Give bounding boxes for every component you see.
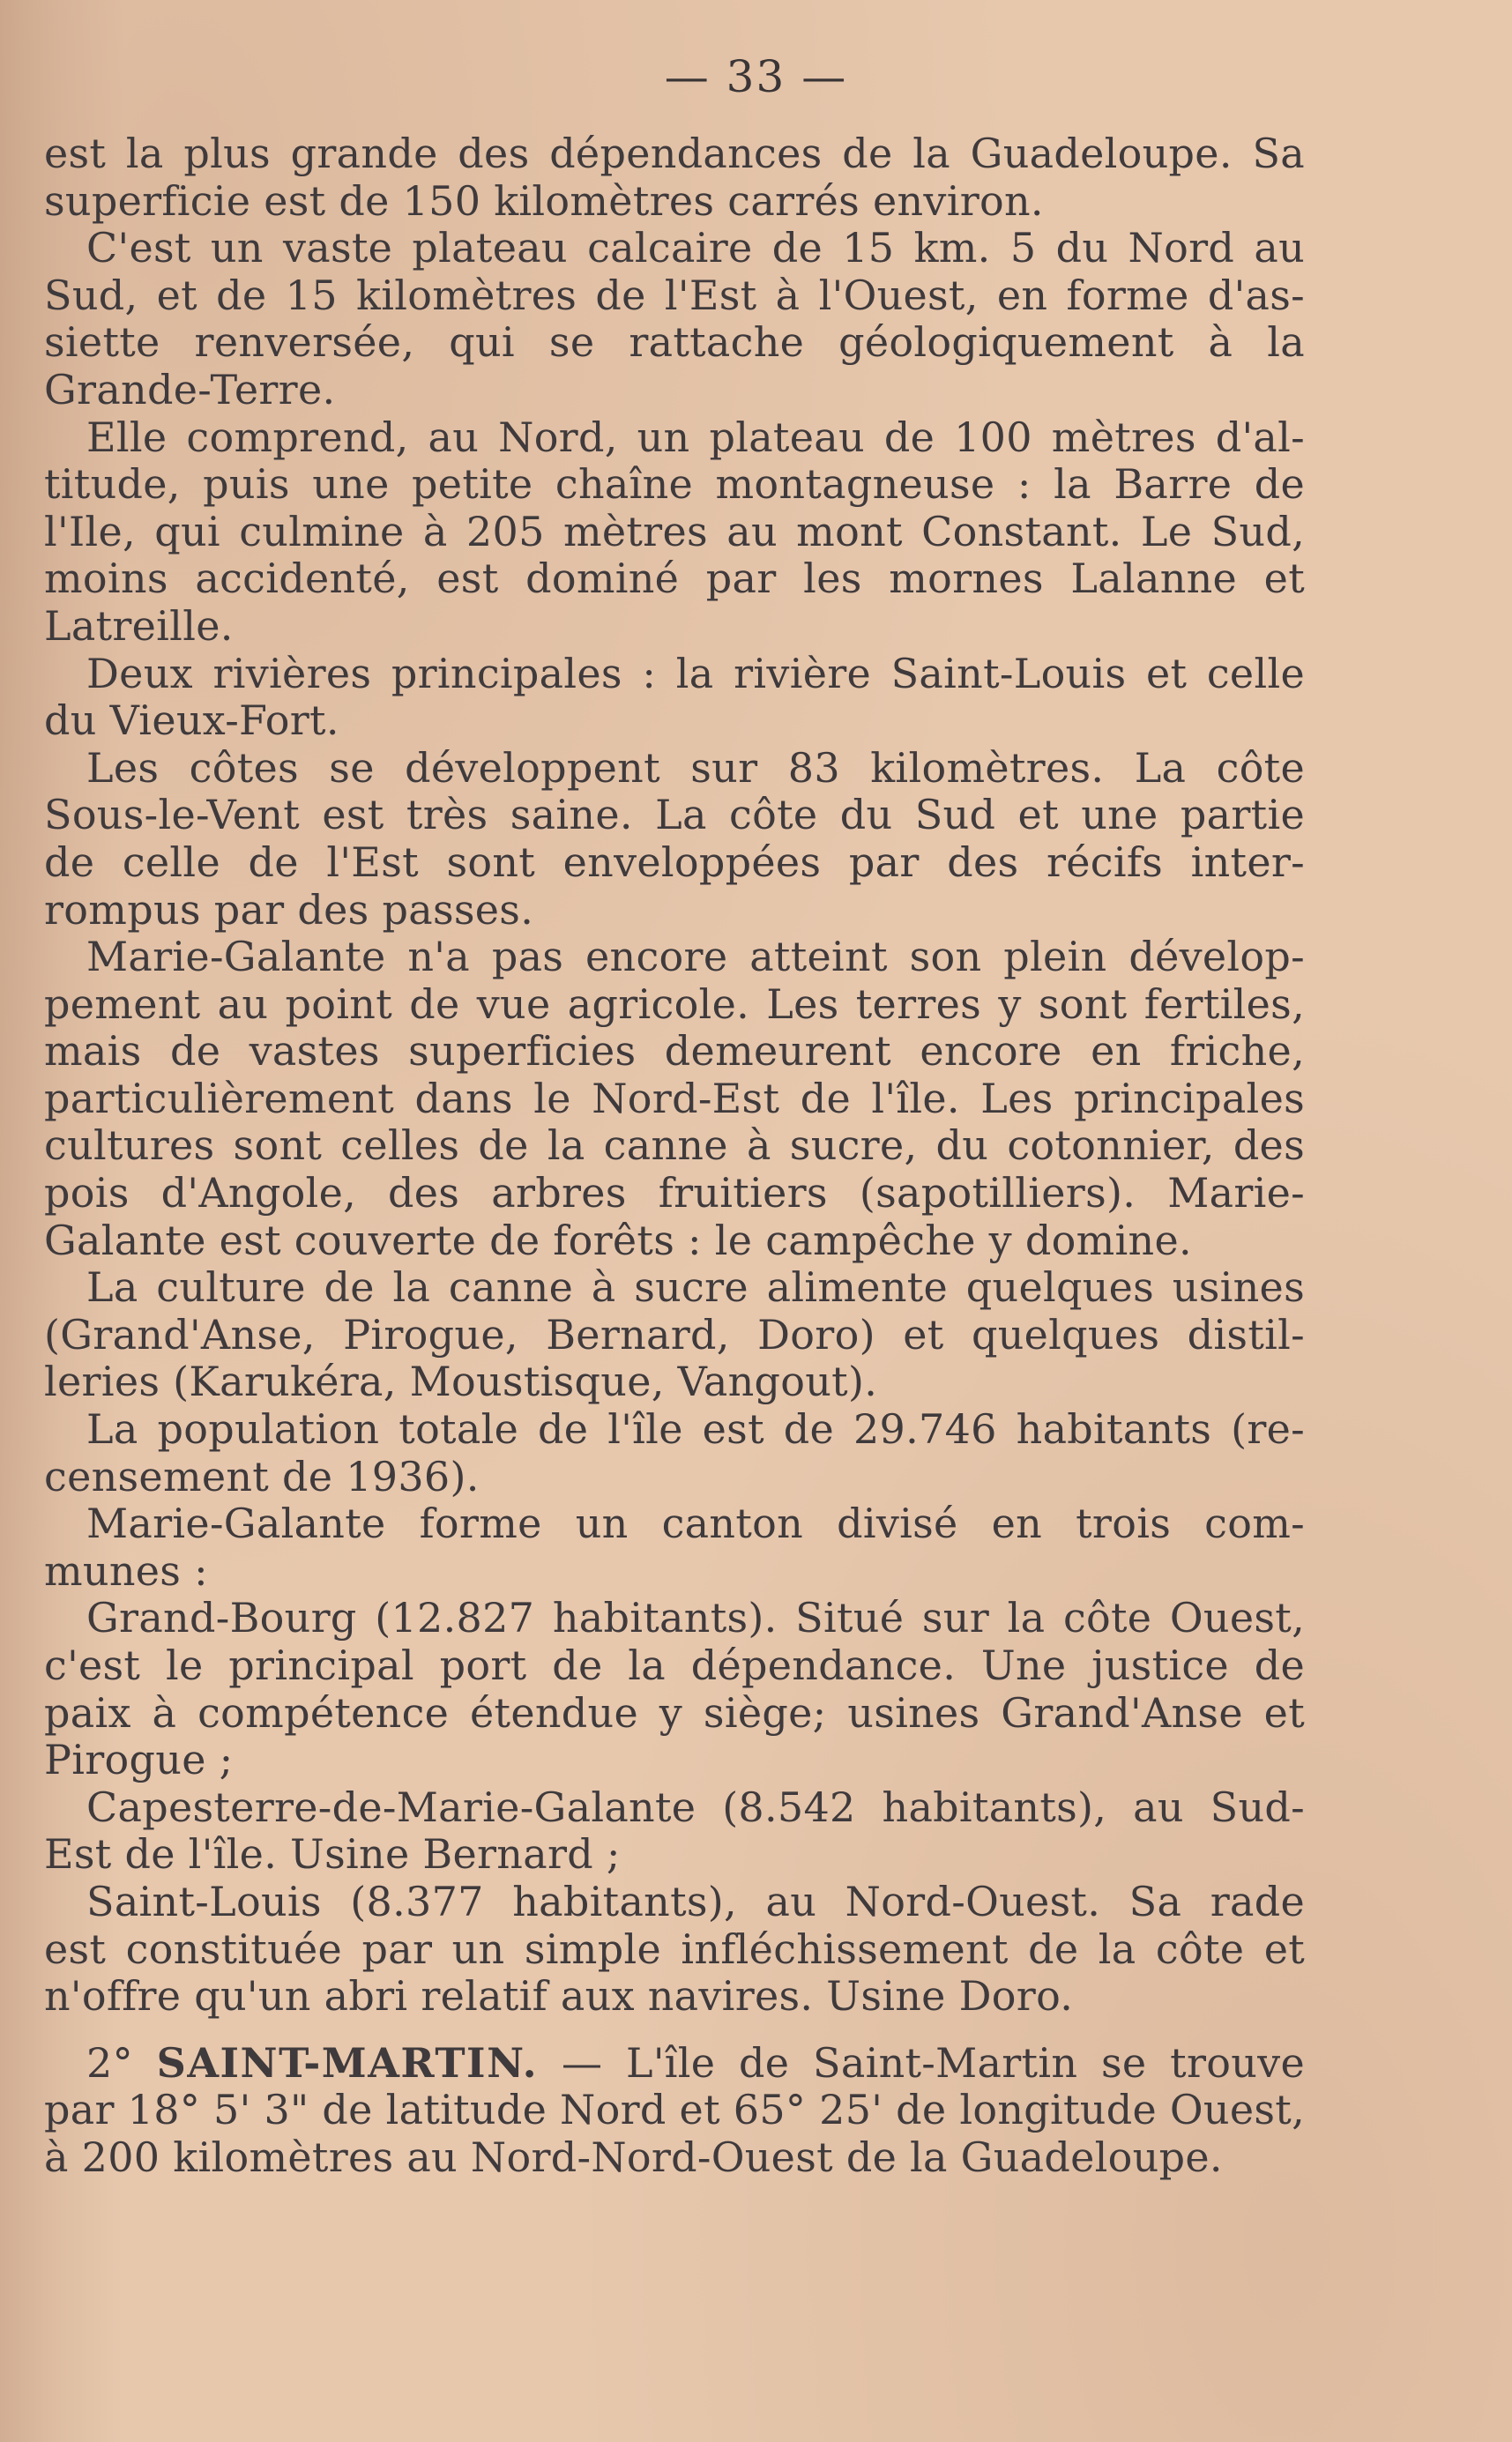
text-line: à 200 kilomètres au Nord-Nord-Ouest de la Guadeloupe. (44, 2133, 1223, 2181)
section-first-line (44, 2040, 1305, 2088)
paragraph (44, 1264, 1305, 1406)
paragraph (44, 1595, 1305, 1783)
paragraph (44, 414, 1305, 651)
text-line: pement au point de vue agricole. Les terres y sont fertiles, (44, 979, 1305, 1028)
paragraph (44, 1406, 1305, 1500)
text-line: munes : (44, 1546, 208, 1595)
text-line: (Grand'Anse, Pirogue, Bernard, Doro) et quelques distil- (44, 1310, 1305, 1359)
text-line: de celle de l'Est sont enveloppées par des récifs inter- (44, 838, 1305, 886)
text-line: Galante est couverte de forêts : le campêche y domine. (44, 1216, 1192, 1264)
text-line: titude, puis une petite chaîne montagneuse : la Barre de (44, 460, 1305, 509)
text-line: mais de vastes superficies demeurent encore en friche, (44, 1027, 1305, 1076)
section-spacer (44, 2021, 1305, 2040)
paragraph (44, 225, 1305, 413)
text-line: paix à compétence étendue y siège; usines Grand'Anse et (44, 1688, 1305, 1737)
text-line: Deux rivières principales : la rivière Saint-Louis et celle (86, 649, 1305, 697)
text-line: cultures sont celles de la canne à sucre, du cotonnier, des (44, 1121, 1305, 1170)
text-line: Sous-le-Vent est très saine. La côte du Sud et une partie (44, 791, 1305, 839)
text-line: Capesterre-de-Marie-Galante (8.542 habitants), au Sud- (86, 1783, 1305, 1831)
text-line: Grande-Terre. (44, 365, 336, 413)
text-line: La population totale de l'île est de 29.746 habitants (re- (86, 1405, 1305, 1454)
text-line: Marie-Galante n'a pas encore atteint son plein dévelop- (86, 933, 1305, 981)
text-line: est la plus grande des dépendances de la Guadeloupe. Sa (44, 130, 1305, 177)
paragraph (44, 1500, 1305, 1595)
text-line: Pirogue ; (44, 1736, 234, 1784)
text-line: La culture de la canne à sucre alimente quelques usines (86, 1263, 1305, 1312)
text-line: Latreille. (44, 601, 234, 650)
text-line: siette renversée, qui se rattache géologiquement à la (44, 318, 1305, 367)
text-line: — L'île de Saint-Martin se trouve (561, 2038, 1305, 2087)
text-line: C'est un vaste plateau calcaire de 15 km. 5 du Nord au (86, 224, 1305, 272)
paragraph (44, 1784, 1305, 1879)
text-line: censement de 1936). (44, 1452, 480, 1500)
text-line: Elle comprend, au Nord, un plateau de 100 mètres d'al- (86, 413, 1305, 461)
text-line: n'offre qu'un abri relatif aux navires. Usine Doro. (44, 1972, 1074, 2021)
text-line: pois d'Angole, des arbres fruitiers (sapotilliers). Marie- (44, 1169, 1305, 1217)
text-line: du Vieux-Fort. (44, 696, 339, 745)
text-line: c'est le principal port de la dépendance. Une justice de (44, 1642, 1305, 1689)
text-line: moins accidenté, est dominé par les mornes Lalanne et (44, 555, 1305, 603)
text-line: par 18° 5' 3" de latitude Nord et 65° 25' de longitude Ouest, (44, 2086, 1305, 2134)
text-line: Saint-Louis (8.377 habitants), au Nord-Ouest. Sa rade (86, 1877, 1305, 1925)
section-saint-martin (44, 2040, 1305, 2182)
paragraph (44, 651, 1305, 745)
page-text (44, 130, 1305, 2182)
text-line: Grand-Bourg (12.827 habitants). Situé sur la côte Ouest, (86, 1594, 1305, 1642)
text-line: Les côtes se développent sur 83 kilomètres. La côte (86, 743, 1305, 792)
section-heading: SAINT-MARTIN. (156, 2038, 539, 2087)
text-line: superficie est de 150 kilomètres carrés environ. (44, 176, 1044, 225)
text-line: Est de l'île. Usine Bernard ; (44, 1830, 621, 1879)
paragraph (44, 130, 1305, 225)
paragraph (44, 1879, 1305, 2021)
text-line: particulièrement dans le Nord-Est de l'île. Les principales (44, 1074, 1305, 1122)
text-line: Sud, et de 15 kilomètres de l'Est à l'Ouest, en forme d'as- (44, 271, 1305, 319)
section-number: 2° (86, 2038, 133, 2087)
text-line: est constituée par un simple infléchissement de la côte et (44, 1925, 1305, 1973)
paragraph (44, 745, 1305, 934)
text-line: Marie-Galante forme un canton divisé en trois com- (86, 1500, 1305, 1548)
page-number: — 33 — (664, 51, 848, 102)
text-line: leries (Karukéra, Moustisque, Vangout). (44, 1358, 878, 1406)
paragraph (44, 934, 1305, 1264)
text-line: l'Ile, qui culmine à 205 mètres au mont Constant. Le Sud, (44, 507, 1305, 555)
text-line: rompus par des passes. (44, 885, 534, 934)
